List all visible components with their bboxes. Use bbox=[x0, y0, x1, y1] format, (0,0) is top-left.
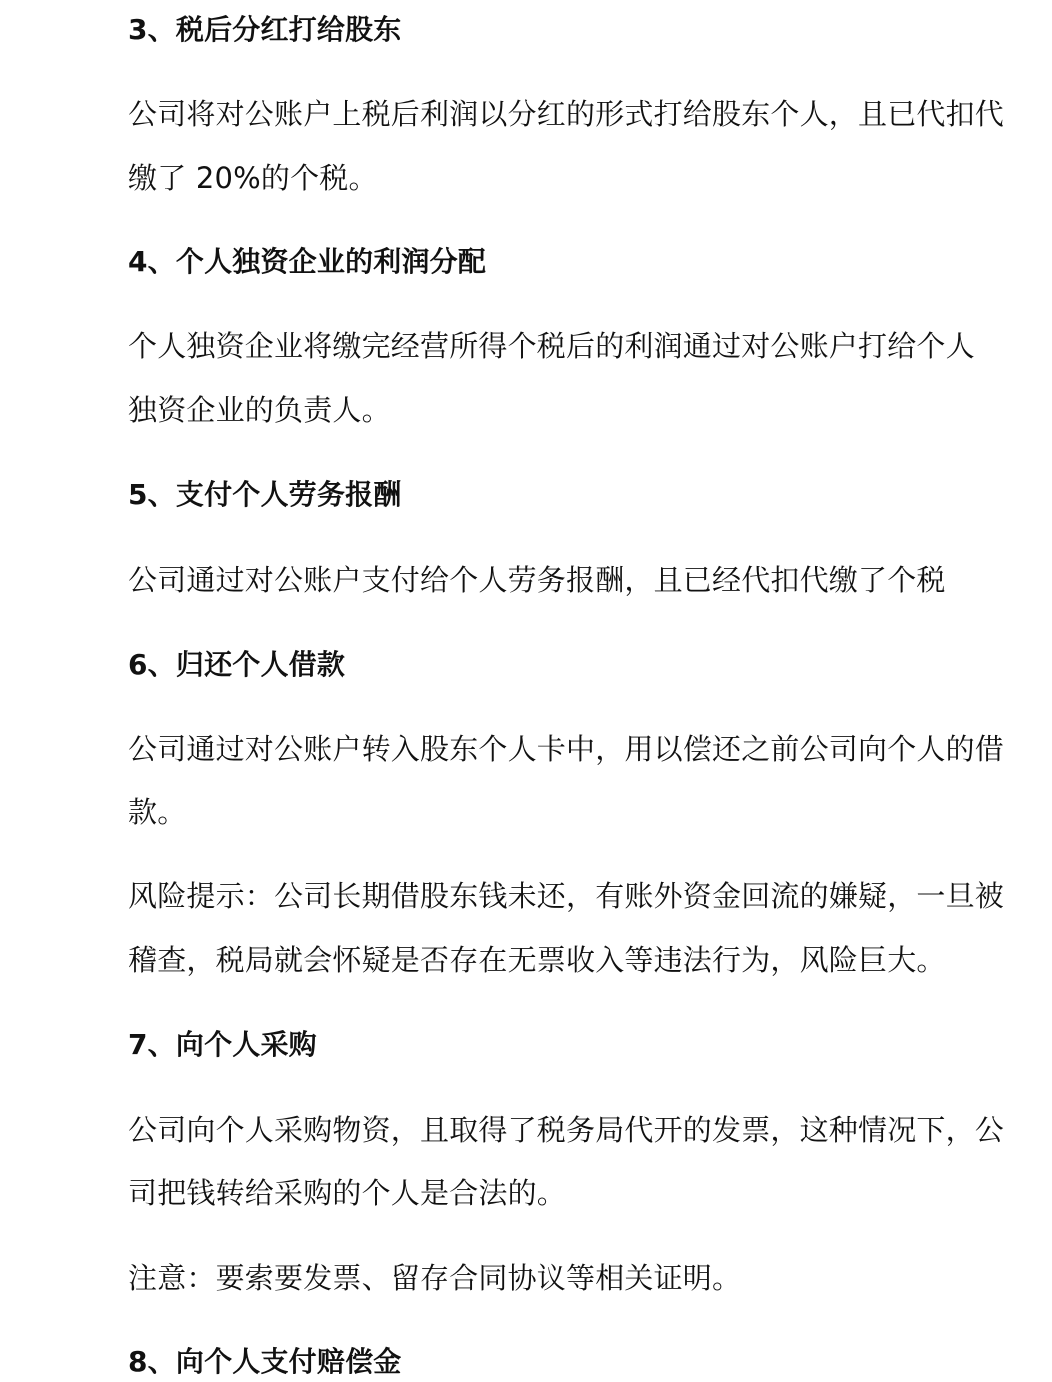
section-heading-8: 8、向个人支付赔偿金 bbox=[128, 1345, 402, 1378]
risk-note-line: 稽查，税局就会怀疑是否存在无票收入等违法行为，风险巨大。 bbox=[128, 943, 946, 977]
paragraph-line: 缴了 20%的个税。 bbox=[128, 161, 378, 195]
paragraph-line: 款。 bbox=[128, 795, 187, 829]
paragraph-line: 司把钱转给采购的个人是合法的。 bbox=[128, 1176, 567, 1210]
notice-line: 注意：要索要发票、留存合同协议等相关证明。 bbox=[128, 1261, 742, 1295]
paragraph-line: 独资企业的负责人。 bbox=[128, 393, 391, 427]
section-heading-5: 5、支付个人劳务报酬 bbox=[128, 478, 402, 511]
paragraph-line: 公司通过对公账户支付给个人劳务报酬，且已经代扣代缴了个税 bbox=[128, 563, 946, 597]
risk-note-line: 风险提示：公司长期借股东钱未还，有账外资金回流的嫌疑，一旦被 bbox=[128, 879, 1005, 913]
section-heading-7: 7、向个人采购 bbox=[128, 1028, 317, 1061]
section-heading-6: 6、归还个人借款 bbox=[128, 648, 346, 681]
paragraph-line: 公司向个人采购物资，且取得了税务局代开的发票，这种情况下，公 bbox=[128, 1113, 1005, 1147]
paragraph-line: 公司将对公账户上税后利润以分红的形式打给股东个人，且已代扣代 bbox=[128, 97, 1005, 131]
section-heading-4: 4、个人独资企业的利润分配 bbox=[128, 245, 487, 278]
paragraph-line: 公司通过对公账户转入股东个人卡中，用以偿还之前公司向个人的借 bbox=[128, 732, 1005, 766]
section-heading-3: 3、税后分红打给股东 bbox=[128, 13, 402, 46]
paragraph-line: 个人独资企业将缴完经营所得个税后的利润通过对公账户打给个人 bbox=[128, 329, 975, 363]
